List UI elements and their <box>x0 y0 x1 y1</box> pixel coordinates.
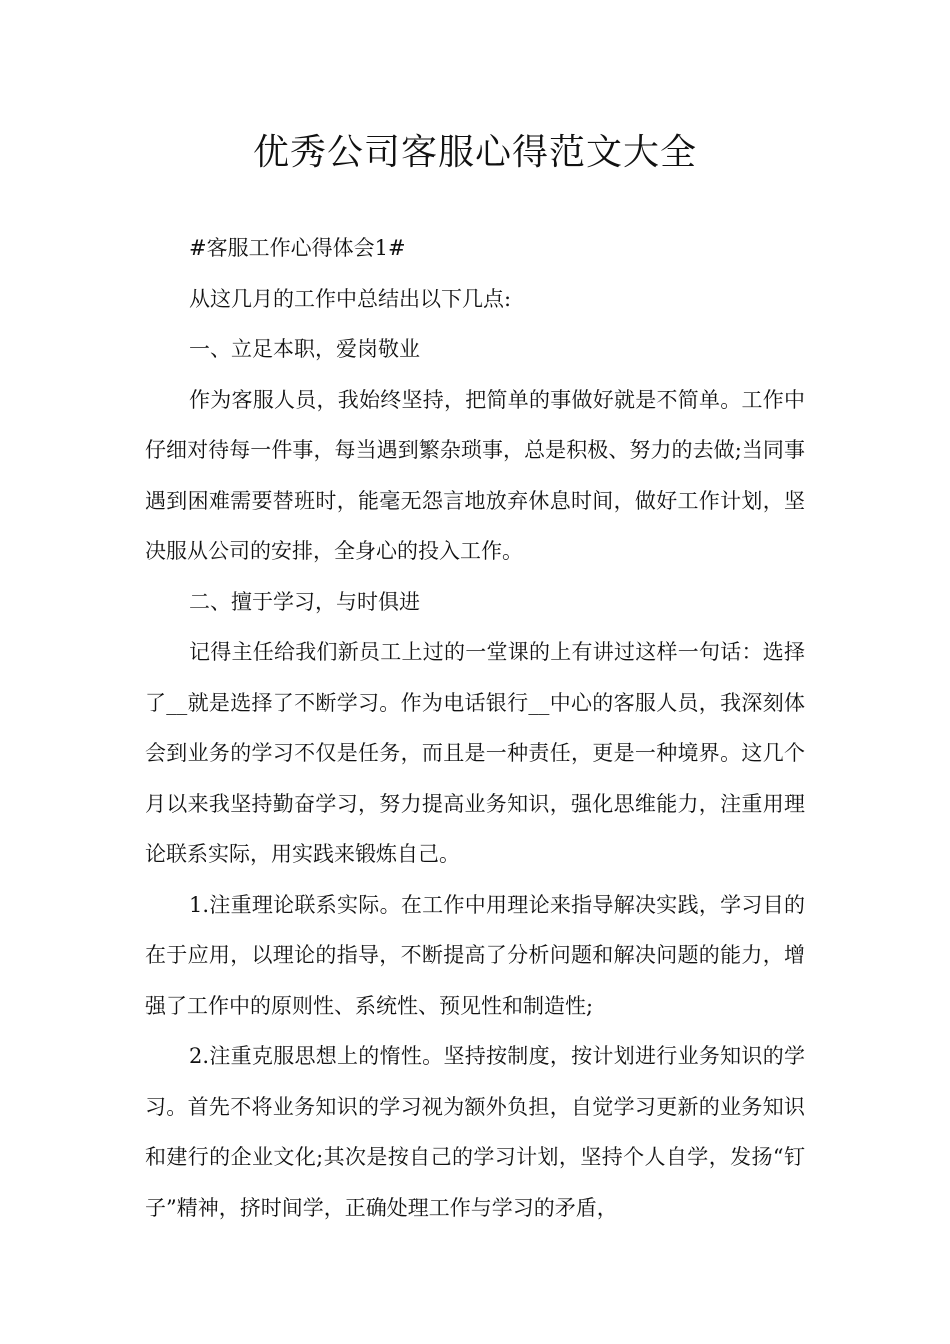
document-title: 优秀公司客服心得范文大全 <box>252 132 697 173</box>
section-heading-one: 一、立足本职，爱岗敬业 <box>189 337 420 361</box>
paragraph-duty: 作为客服人员，我始终坚持，把简单的事做好就是不简单。工作中仔细对待每一件事，每当遇到繁杂琐事，总是积极、努力的去做;当同事遇到困难需要替班时，能毫无怨言地放弃休息时间，做好工作计划，坚决服从公司的安排，全身心的投入工作。 <box>145 387 805 563</box>
paragraph-point-2: 2.注重克服思想上的惰性。坚持按制度，按计划进行业务知识的学习。首先不将业务知识的学习视为额外负担，自觉学习更新的业务知识和建行的企业文化;其次是按自己的学习计划，坚持个人自学，发扬“钉子”精神，挤时间学，正确处理工作与学习的矛盾， <box>145 1044 805 1220</box>
section-heading-1: #客服工作心得体会1# <box>189 236 406 260</box>
paragraph-learning: 记得主任给我们新员工上过的一堂课的上有讲过这样一句话：选择了__就是选择了不断学习。作为电话银行__中心的客服人员，我深刻体会到业务的学习不仅是任务，而且是一种责任，更是一种境界。这几个月以来我坚持勤奋学习，努力提高业务知识，强化思维能力，注重用理论联系实际，用实践来锻炼自己。 <box>145 640 805 866</box>
document-body <box>145 223 805 1233</box>
section-heading-two: 二、擅于学习，与时俱进 <box>189 589 420 614</box>
paragraph-point-1: 1.注重理论联系实际。在工作中用理论来指导解决实践，学习目的在于应用，以理论的指导，不断提高了分析问题和解决问题的能力，增强了工作中的原则性、系统性、预见性和制造性; <box>145 892 805 1018</box>
paragraph-intro: 从这几月的工作中总结出以下几点: <box>189 286 512 311</box>
